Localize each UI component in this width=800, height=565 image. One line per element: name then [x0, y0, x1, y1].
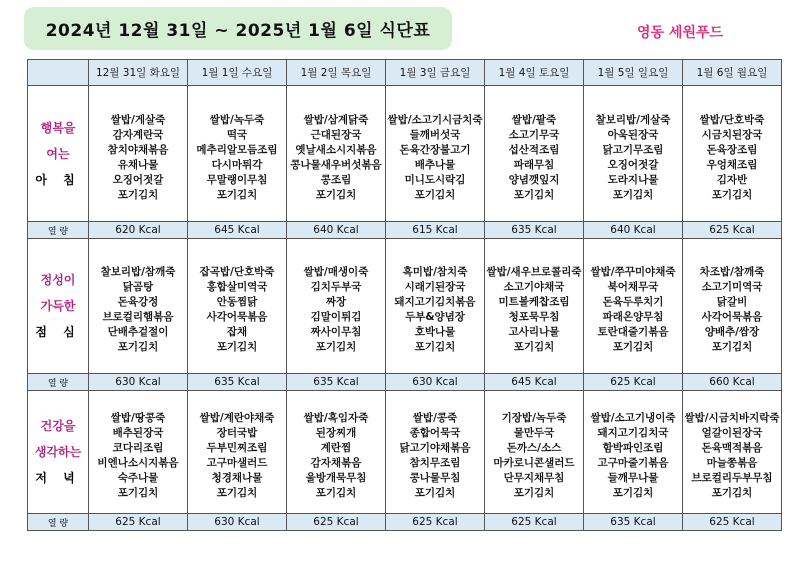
- dish-item: 포기김치: [711, 341, 753, 353]
- dish-item: 쌀밥/게살죽: [110, 113, 166, 126]
- dish-item: 김말이튀김: [310, 311, 362, 323]
- menu-cell: [188, 86, 287, 222]
- kcal-value: 625 Kcal: [683, 222, 782, 239]
- dish-item: 기장밥/녹두죽: [501, 412, 567, 424]
- dish-item: 닭곰탕: [122, 281, 154, 293]
- kcal-value: 625 Kcal: [287, 514, 386, 531]
- dish-item: 아욱된장국: [607, 128, 659, 141]
- dish-item: 쌀밥/소고기시금치죽: [387, 113, 483, 126]
- dish-item: 포기김치: [315, 487, 357, 499]
- dish-item: 안동찜닭: [216, 296, 258, 308]
- dish-item: 찰보리밥/참깨죽: [100, 266, 176, 278]
- dish-item: 잡곡밥/단호박죽: [199, 266, 275, 278]
- menu-cell: [89, 391, 188, 514]
- dish-item: 우엉채조림: [706, 158, 758, 171]
- dish-item: 포기김치: [612, 188, 654, 201]
- dish-item: 포기김치: [117, 188, 159, 201]
- menu-cell: [386, 391, 485, 514]
- dish-item: 쌀밥/콩죽: [412, 412, 458, 424]
- dish-item: 파래온양무침: [602, 311, 664, 323]
- menu-cell: [683, 239, 782, 374]
- dish-item: 울방개묵무침: [305, 472, 367, 484]
- kcal-label: 열 량: [28, 374, 89, 391]
- day-header: 1월 6일 월요일: [683, 60, 782, 86]
- kcal-value: 645 Kcal: [188, 222, 287, 239]
- meal-label: [28, 391, 89, 514]
- dish-item: 김자반: [716, 173, 748, 186]
- dish-item: 근대된장국: [310, 128, 362, 141]
- dish-item: 포기김치: [711, 487, 753, 499]
- menu-cell: [683, 391, 782, 514]
- kcal-value: 630 Kcal: [89, 374, 188, 391]
- kcal-value: 660 Kcal: [683, 374, 782, 391]
- kcal-value: 625 Kcal: [485, 514, 584, 531]
- kcal-value: 640 Kcal: [584, 222, 683, 239]
- dish-item: 마늘쫑볶음: [706, 457, 758, 469]
- dish-item: 포기김치: [711, 188, 753, 201]
- menu-cell: [584, 391, 683, 514]
- menu-cell: [485, 391, 584, 514]
- day-header: 1월 2일 목요일: [287, 60, 386, 86]
- dish-item: 흑미밥/참치죽: [402, 266, 468, 278]
- dish-item: 포기김치: [513, 487, 555, 499]
- menu-cell: [89, 86, 188, 222]
- dish-item: 단무지채무침: [503, 472, 565, 484]
- dish-item: 짜사이무침: [310, 326, 362, 338]
- dish-item: 쌀밥/삼계닭죽: [303, 113, 369, 126]
- dish-item: 섭산적조림: [508, 143, 560, 156]
- dish-item: 콩나물새우버섯볶음: [290, 158, 382, 171]
- dish-item: 쌀밥/땅콩죽: [110, 412, 166, 424]
- dish-item: 쌀밥/소고기냉이죽: [590, 412, 676, 424]
- dish-item: 포기김치: [315, 341, 357, 353]
- dish-item: 참치야채볶음: [107, 143, 169, 156]
- header-corner: [28, 60, 89, 86]
- dish-item: 돼지고기김치국: [597, 427, 669, 439]
- dish-item: 포기김치: [612, 341, 654, 353]
- kcal-value: 630 Kcal: [386, 374, 485, 391]
- dish-item: 포기김치: [513, 188, 555, 201]
- dish-item: 포기김치: [414, 188, 456, 201]
- dish-item: 쌀밥/매생이죽: [303, 266, 369, 278]
- dish-item: 돈육강정: [117, 296, 159, 308]
- meal-row: [28, 391, 782, 514]
- dish-item: 콩나물무침: [409, 472, 461, 484]
- kcal-value: 625 Kcal: [386, 514, 485, 531]
- dish-item: 쌀밥/쭈꾸미야채죽: [590, 266, 676, 278]
- meal-row: [28, 239, 782, 374]
- dish-item: 소고기무국: [508, 128, 560, 141]
- menu-cell: [89, 239, 188, 374]
- dish-item: 다시마튀각: [211, 158, 263, 171]
- dish-item: 오징어젓갈: [112, 173, 164, 186]
- dish-item: 장터국밥: [216, 427, 258, 439]
- day-header: 1월 1일 수요일: [188, 60, 287, 86]
- kcal-value: 625 Kcal: [584, 374, 683, 391]
- dish-item: 도라지나물: [607, 173, 659, 186]
- kcal-label: 열 량: [28, 222, 89, 239]
- day-header: 1월 3일 금요일: [386, 60, 485, 86]
- dish-item: 토란대줄기볶음: [597, 326, 669, 338]
- kcal-value: 635 Kcal: [188, 374, 287, 391]
- dish-item: 소고기야채국: [503, 281, 565, 293]
- kcal-value: 640 Kcal: [287, 222, 386, 239]
- dish-item: 쌀밥/시금치바지락죽: [684, 412, 780, 424]
- kcal-row: [28, 222, 782, 239]
- kcal-value: 635 Kcal: [287, 374, 386, 391]
- dish-item: 짜장: [325, 296, 347, 308]
- dish-item: 돈육두루치기: [602, 296, 664, 308]
- dish-item: 돈육맥적볶음: [701, 442, 763, 454]
- dish-item: 포기김치: [414, 341, 456, 353]
- day-header: 12월 31일 화요일: [89, 60, 188, 86]
- menu-cell: [683, 86, 782, 222]
- dish-item: 감자채볶음: [310, 457, 362, 469]
- dish-item: 얼갈이된장국: [701, 427, 763, 439]
- meal-label: [28, 86, 89, 222]
- dish-item: 고구마줄기볶음: [597, 457, 669, 469]
- menu-cell: [485, 86, 584, 222]
- meal-label-line: 행복을: [40, 120, 76, 135]
- meal-label-line: 생각하는: [34, 445, 82, 459]
- dish-item: 단배추겉절이: [107, 326, 169, 338]
- menu-cell: [188, 391, 287, 514]
- dish-item: 떡국: [226, 128, 248, 141]
- dish-item: 비엔나소시지볶음: [97, 457, 179, 469]
- dish-item: 사각어묵볶음: [206, 311, 268, 323]
- dish-item: 청경채나물: [211, 472, 263, 484]
- day-header: 1월 5일 일요일: [584, 60, 683, 86]
- kcal-label: 열 량: [28, 514, 89, 531]
- dish-item: 마카로니콘샐러드: [493, 457, 575, 469]
- dish-item: 포기김치: [216, 487, 258, 499]
- dish-item: 숙주나물: [117, 472, 159, 484]
- dish-item: 청포묵무침: [508, 311, 560, 323]
- dish-item: 북어채무국: [607, 281, 659, 293]
- dish-item: 코다리조림: [112, 442, 164, 454]
- dish-item: 배추된장국: [112, 427, 164, 439]
- dish-item: 쌀밥/계란야채죽: [199, 412, 275, 424]
- dish-item: 함박파인조림: [602, 442, 664, 454]
- dish-item: 시금치된장국: [701, 128, 763, 141]
- dish-item: 돼지고기김치볶음: [394, 296, 476, 308]
- meal-label: [28, 239, 89, 374]
- menu-cell: [287, 391, 386, 514]
- day-header-row: [28, 60, 782, 86]
- dish-item: 종합어묵국: [409, 427, 461, 439]
- dish-item: 시래기된장국: [404, 281, 466, 293]
- dish-item: 고구마샐러드: [206, 457, 268, 469]
- dish-item: 사각어묵볶음: [701, 311, 763, 323]
- dish-item: 소고기미역국: [701, 281, 763, 293]
- dish-item: 메추리알모듬조림: [196, 143, 278, 156]
- meal-label-line: 아 침: [35, 172, 81, 187]
- dish-item: 포기김치: [216, 188, 258, 201]
- dish-item: 콩조림: [320, 173, 352, 186]
- kcal-row: [28, 514, 782, 531]
- kcal-value: 635 Kcal: [584, 514, 683, 531]
- dish-item: 된장찌개: [315, 427, 357, 439]
- meal-label-line: 정성이: [40, 273, 76, 287]
- dish-item: 잡채: [226, 326, 248, 338]
- menu-cell: [584, 86, 683, 222]
- dish-item: 파래무침: [513, 158, 555, 171]
- meal-label-line: 건강을: [40, 419, 76, 433]
- meal-label-line: 저 녁: [35, 471, 81, 485]
- dish-item: 두부민찌조림: [206, 442, 268, 454]
- dish-item: 쌀밥/흑임자죽: [303, 412, 369, 424]
- menu-cell: [584, 239, 683, 374]
- dish-item: 오징어젓갈: [607, 158, 659, 171]
- dish-item: 참치무조림: [409, 457, 461, 469]
- dish-item: 쌀밥/새우브로콜리죽: [486, 266, 582, 278]
- dish-item: 김치두부국: [310, 281, 362, 293]
- dish-item: 쌀밥/단호박죽: [699, 113, 765, 126]
- kcal-value: 630 Kcal: [188, 514, 287, 531]
- menu-cell: [287, 239, 386, 374]
- dish-item: 양념깻잎지: [508, 173, 560, 186]
- dish-item: 무말랭이무침: [206, 173, 268, 186]
- dish-item: 돈육장조림: [706, 143, 758, 156]
- menu-cell: [485, 239, 584, 374]
- dish-item: 닭갈비: [716, 296, 748, 308]
- dish-item: 포기김치: [117, 341, 159, 353]
- kcal-value: 615 Kcal: [386, 222, 485, 239]
- meal-row: [28, 86, 782, 222]
- meal-label-line: 가득한: [40, 299, 76, 313]
- dish-item: 포기김치: [513, 341, 555, 353]
- kcal-value: 620 Kcal: [89, 222, 188, 239]
- dish-item: 돈까스/소스: [506, 442, 562, 454]
- kcal-value: 625 Kcal: [89, 514, 188, 531]
- dish-item: 두부&양념장: [405, 311, 465, 323]
- dish-item: 들깨버섯국: [409, 128, 461, 141]
- dish-item: 양배추/쌈장: [704, 326, 760, 338]
- dish-item: 브로컬리두부무침: [691, 472, 773, 484]
- dish-item: 포기김치: [414, 487, 456, 499]
- dish-item: 유채나물: [117, 158, 159, 171]
- dish-item: 찰보리밥/게살죽: [595, 113, 671, 126]
- kcal-value: 645 Kcal: [485, 374, 584, 391]
- dish-item: 계란찜: [320, 442, 352, 454]
- dish-item: 감자계란국: [112, 128, 164, 141]
- dish-item: 미니도시락김: [404, 173, 466, 186]
- dish-item: 포기김치: [216, 341, 258, 353]
- menu-cell: [386, 239, 485, 374]
- dish-item: 옛날새소시지볶음: [295, 143, 377, 156]
- dish-item: 홍합살미역국: [206, 281, 268, 293]
- meal-table: [27, 59, 782, 531]
- dish-item: 쌀밥/녹두죽: [209, 113, 265, 126]
- dish-item: 닭고기야채볶음: [399, 442, 471, 454]
- dish-item: 포기김치: [612, 487, 654, 499]
- dish-item: 포기김치: [117, 487, 159, 499]
- day-header: 1월 4일 토요일: [485, 60, 584, 86]
- dish-item: 차조밥/참깨죽: [699, 266, 765, 278]
- dish-item: 브로컬리햄볶음: [102, 311, 174, 323]
- dish-item: 미트볼케찹조림: [498, 296, 570, 308]
- kcal-row: [28, 374, 782, 391]
- meal-label-line: 점 심: [35, 325, 81, 339]
- page-title: 2024년 12월 31일 ~ 2025년 1월 6일 식단표: [24, 7, 452, 50]
- menu-cell: [188, 239, 287, 374]
- meal-label-line: 여는: [46, 146, 70, 161]
- dish-item: 고사리나물: [508, 326, 560, 338]
- brand-name: 영동 세원푸드: [637, 25, 724, 41]
- dish-item: 돈육간장불고기: [399, 143, 471, 156]
- dish-item: 호박나물: [414, 326, 456, 338]
- dish-item: 포기김치: [315, 188, 357, 201]
- dish-item: 배추나물: [414, 158, 456, 171]
- dish-item: 닭고기무조림: [602, 143, 664, 156]
- dish-item: 물만두국: [513, 427, 555, 439]
- dish-item: 들깨무나물: [607, 472, 659, 484]
- menu-cell: [287, 86, 386, 222]
- dish-item: 쌀밥/팥죽: [511, 113, 557, 126]
- kcal-value: 625 Kcal: [683, 514, 782, 531]
- menu-cell: [386, 86, 485, 222]
- kcal-value: 635 Kcal: [485, 222, 584, 239]
